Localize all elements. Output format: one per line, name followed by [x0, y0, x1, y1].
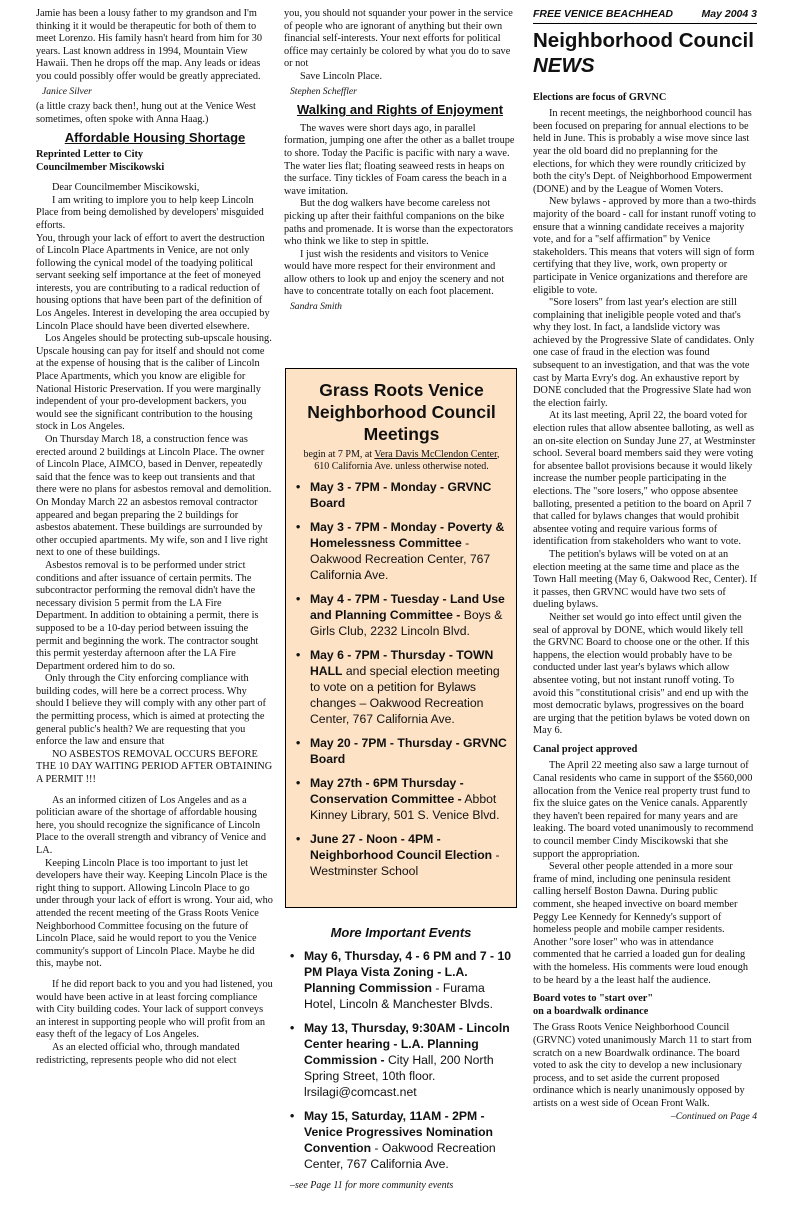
paragraph: At its last meeting, April 22, the board voted for election rules that allow absentee balloting, as well as an on-site election on Sunday June 27, at Westminster school. Several board members said they were voting for absentee ballot provisions because it would likely increase the number people participating in the elections. The "sore losers," who oppose absentee balloting, presented a petition to the board on April 7 that called for bylaws changes that would prohibit absentee voting and require various forms of identification from stakeholders who want to vote. [533, 410, 756, 548]
paragraph: The petition's bylaws will be voted on at an election meeting at the same time and place as the Town Hall meeting (May 6, Oakwood Rec, Center). If it passes, then GRVNC would have two sets of dueling bylaws. [533, 548, 757, 611]
meetings-list [296, 479, 507, 879]
warning-notice: NO ASBESTOS REMOVAL OCCURS BEFORE THE 10 DAY WAITING PERIOD AFTER OBTAINING A PERMIT !!! [36, 748, 273, 786]
paragraph: I just wish the residents and visitors to Venice would have more respect for their environment and allow others to look up and enjoy the scenery and not have to concentrate totally on each foot placement. [284, 248, 505, 298]
paragraph: The Grass Roots Venice Neighborhood Council (GRVNC) voted unanimously March 11 to start from scratch on a new Boardwalk ordinance. The board voted to ask the city to develop a new inclusionary process, and to set aside the current proposed ordinance which is nearly unanimously opposed by artists on a west side of Ocean Front Walk. [533, 1022, 752, 1109]
event-item: • May 3 - 7PM - Monday - Poverty & Homelessness Committee - Oakwood Recreation Center, 767 California Ave. [296, 519, 507, 583]
meetings-box [285, 368, 517, 908]
paragraph: Keeping Lincoln Place is too important to just let developers have their way. Keeping Lincoln Place is the right thing to support. Allowing Lincoln Place to go under through your lack of effort is wrong. Your aid, who attended the recent meeting of the Grass Roots Venice Neighborhood Committee focusing on the future of Lincoln Place, said he would report to you the Venice community's support of Lincoln Place. Maybe he did this, maybe not. [36, 857, 273, 970]
signature-janice: Janice Silver [42, 85, 92, 97]
paragraph: As an elected official who, through mandated redistricting, represents people who did not elect [36, 1041, 240, 1066]
event-item: • May 15, Saturday, 11AM - 2PM - Venice Progressives Nomination Convention - Oakwood Recreation Center, 767 California Ave. [290, 1108, 512, 1172]
paragraph: Asbestos removal is to be performed under strict conditions and after issuance of certain permits. The subcontractor performing the removal didn't have the necessary division 5 permit from the LA Fire Department. In addition to obtaining a permit, there is supposed to be a 10-day period between issuing the permit and beginning the work. The contractor sought this permit yesterday afternoon after the LA Fire Department ordered him to do so. [36, 559, 259, 672]
paragraph: But the dog walkers have become careless not picking up after their faithful companions on the bike paths and promenade. It is worse than the expectorators who think we like to step in spittle. [284, 198, 514, 248]
event-item: • May 6, Thursday, 4 - 6 PM and 7 - 10 PM Playa Vista Zoning - L.A. Planning Commission - Furama Hotel, Lincoln & Manchester Blvds. [290, 948, 512, 1012]
event-item: • May 27th - 6PM Thursday - Conservation Committee - Abbot Kinney Library, 501 S. Venice Blvd. [296, 775, 507, 823]
event-item: • May 3 - 7PM - Monday - GRVNC Board [296, 479, 507, 511]
paragraph: I am writing to implore you to help keep Lincoln Place from being demolished by developers' misguided efforts. [36, 194, 264, 231]
event-item: • May 13, Thursday, 9:30AM - Lincoln Center hearing - L.A. Planning Commission - City Hall, 200 North Spring Street, 10th floor. lrsilagi@comcast.net [290, 1020, 512, 1100]
more-events-title: More Important Events [330, 925, 472, 940]
paragraph: If he did report back to you and you had listened, you would have been active in at least forcing compliance with City building codes. Your lack of support conveys an interest in supporting people who will profit from an easy theft of the legacy of Los Angeles. [36, 978, 273, 1041]
paragraph: The April 22 meeting also saw a large turnout of Canal residents who came in support of the $560,000 allocation from the Venice real property trust fund to fix the sluice gates on the Venice canals. Apparently they haven't been repaired for many years and are leaking. The board voted unanimously to recommend to council member Cindy Miscikowski that she support the appropriation. [533, 760, 754, 860]
paragraph: "Sore losers" from last year's election are still complaining that ineligible people voted and that's why they lost. In fact, a landslide victory was achieved by the Progressive Slate of candidates. Only one case of fraud in the election was found subsequent to an investigation, and that was the vote cast by Marta Evry's dog. An exhaustive report by DONE concluded that the Progressive Slate had won the election fairly. [533, 297, 755, 409]
more-events [290, 925, 512, 1191]
paragraph: Save Lincoln Place. [300, 70, 383, 82]
paragraph: Neither set would go into effect until given the seal of approval by DONE, which would likely tell the GRVNC Board to choose one or the other. If this happens, the election would probably have to be conducted under last year's bylaws which allow absentee voting, but not instant runoff voting. To avoid this "constitutional crisis" and end up with the most democratic bylaws, progressives on the board are urging that the petition bylaws be voted down on May 6. [533, 611, 750, 737]
event-item: • June 27 - Noon - 4PM - Neighborhood Council Election - Westminster School [296, 831, 507, 879]
column-left [36, 8, 274, 1067]
reprint-line-2: Councilmember Miscikowski [36, 161, 165, 173]
paragraph: you, you should not squander your power in the service of people who are ignorant of anything but their own financial self-interests. Your next efforts for political office may certainly be colored by what you do to save or not [284, 8, 513, 70]
paragraph: Only through the City enforcing compliance with building codes, will here be a correct process. Why should I believe they will comply with any other part of the permitting process, which is aimed at protecting the general public's health? We are requesting that you enforce the law and ensure that [36, 673, 266, 748]
masthead-date-page: May 2004 3 [701, 8, 757, 20]
reprint-line-1: Reprinted Letter to City [36, 148, 144, 160]
letter-note: (a little crazy back then!, hung out at the Venice West sometimes, often spoke with Anna Haag.) [36, 101, 256, 125]
more-events-list [290, 948, 512, 1172]
paragraph: The waves were short days ago, in parallel formation, jumping one after the other as a ballet troupe to shore. Today the Pacific is pacific with nary a wave. The water lies flat; floating seaweed rests in heaps on the surface. Tiny tickles of Foam caress the beach in a wave imitation. [284, 122, 515, 197]
subhead-boardwalk-2: on a boardwalk ordinance [533, 1005, 649, 1017]
paragraph: In recent meetings, the neighborhood council has been focused on preparing for annual elections to be held in June. This is probably a wise move since last year the old board did no preplanning for the elections, for which they were roundly criticized by both the city's Dept. of Neighborhood Empowerment (DONE) and by the League of Women Voters. [533, 108, 752, 195]
venue-link[interactable]: Vera Davis McClendon Center [374, 449, 498, 460]
subhead-canal: Canal project approved [533, 743, 638, 755]
section-title-housing: Affordable Housing Shortage [64, 130, 246, 146]
page-title: Neighborhood Council NEWS [533, 28, 754, 77]
masthead-paper: FREE VENICE BEACHHEAD [533, 8, 674, 20]
paragraph: New bylaws - approved by more than a two-thirds majority of the board - call for instant runoff voting to ensure that a winning candidate receives a majority vote, and for a "self affirmation" by Venice stakeholders. This means that voters will sign of form certifying that they live, work, own property or participate in Venice organizations and therefore are eligible to vote. [533, 196, 757, 296]
paragraph: Several other people attended in a more sour frame of mind, including one peninsula resident calling herself Boston Dawna. During public comment, she heaped invective on board member Peggy Lee Kennedy for Kennedy's support of homeless people and mobile camper residents. Another "sore loser" who was in attendance commented that he carried a loaded gun for dealing with the homeless. His comments were loud enough to be heard by a the least half the audience. [533, 861, 749, 986]
event-item: • May 20 - 7PM - Thursday - GRVNC Board [296, 735, 507, 767]
continued-note: –Continued on Page 4 [670, 1110, 757, 1122]
event-item: • May 4 - 7PM - Tuesday - Land Use and Planning Committee - Boys & Girls Club, 2232 Lincoln Blvd. [296, 591, 507, 639]
signature-sandra: Sandra Smith [290, 301, 342, 313]
paragraph: You, through your lack of effort to avert the destruction of Lincoln Place Apartments in Venice, are not only following the cynical model of the toadying political servant seeking self importance at the feet of moneyed interests, you are contributing to a radical reduction of housing options that have been part of the definition of Los Angeles. Interest in developing the area occupied by Lincoln Place should have been diverted elsewhere. [36, 232, 270, 332]
more-events-footer: –see Page 11 for more community events [290, 1180, 454, 1191]
signature-stephen: Stephen Scheffler [290, 85, 357, 97]
column-middle [284, 8, 516, 317]
masthead [533, 8, 757, 24]
paragraph: Los Angeles should be protecting sub-upscale housing. Upscale housing can pay for itself and should not come at the expense of housing that is the caliber of Lincoln Place Apartments, which you know are eligible for National Historic Preservation. If you were marginally independent of your pro-development backers, you would see the significant contribution to the housing stock in Los Angeles. [36, 333, 272, 433]
event-item: • May 6 - 7PM - Thursday - TOWN HALL and special election meeting to vote on a petition for Bylaws changes – Oakwood Recreation Center, 767 California Ave. [296, 647, 507, 727]
meetings-intro: begin at 7 PM, at Vera Davis McClendon Center, 610 California Ave. unless otherwise noted. [303, 449, 500, 472]
paragraph: As an informed citizen of Los Angeles and as a politician aware of the shortage of affordable housing here, you should recognize the significance of Lincoln Place to the overall strength and vibrancy of Venice and LA. [36, 794, 266, 856]
column-right [533, 8, 757, 1123]
subhead-elections: Elections are focus of GRVNC [533, 91, 667, 103]
section-title-walking: Walking and Rights of Enjoyment [296, 102, 504, 118]
meetings-title: Grass Roots Venice Neighborhood Council Meetings [307, 380, 496, 444]
salutation: Dear Councilmember Miscikowski, [52, 182, 200, 194]
paragraph: On Thursday March 18, a construction fence was erected around 2 buildings at Lincoln Place. The owner of Lincoln Place, AIMCO, based in Denver, repeatedly said that the fence was to keep out transients and that there were no plans for asbestos removal and demolition. On Monday March 22 an asbestos removal contractor appeared and began preparing the 2 buildings for asbestos abatement. These buildings are surrounded by other occupied apartments. My wife, son and I live right next to one of these buildings. [36, 434, 272, 559]
letter-intro: Jamie has been a lousy father to my grandson and I'm thinking it it would be therapeutic for both of them to meet Lorenzo. His family hasn't heard from him for 30 years. Last known address in 1994, Mountain View Hawaii. Then he drops off the map. Any leads or ideas you could possibly offer would be greatly appreciated. [36, 8, 263, 82]
subhead-boardwalk-1: Board votes to "start over" [533, 993, 654, 1005]
